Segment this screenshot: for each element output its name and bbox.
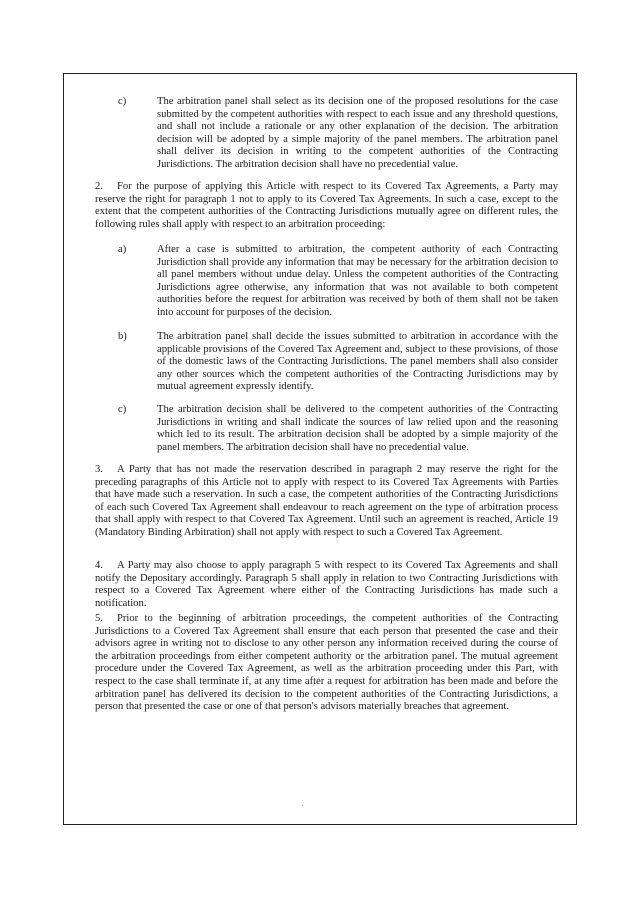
clause-text: The arbitration panel shall decide the issues submitted to arbitration in accordance with the applicable provisions of the Covered Tax Agreement and, subject to these provisions, of those of the domestic laws of the Contracting Jurisdictions. The panel members shall also consider any other sources which the competent authorities of the Contracting Jurisdictions may by mutual agreement expressly identify. (157, 331, 558, 393)
paragraph-4 (95, 560, 558, 610)
clause-c-second (118, 404, 558, 454)
clause-label: b) (118, 331, 127, 342)
paragraph-2 (95, 181, 558, 231)
paragraph-text: A Party may also choose to apply paragraph 5 with respect to its Covered Tax Agreements and shall notify the Depositary accordingly. Paragraph 5 shall apply in relation to two Contracting Jurisdictions with respect to a Covered Tax Agreement where either of the Contracting Jurisdictions has made such a notification. (95, 560, 558, 609)
paragraph-text: Prior to the beginning of arbitration proceedings, the competent authorities of the Contracting Jurisdictions to a Covered Tax Agreement shall ensure that each person that presented the case and their advisors agree in writing not to disclose to any other person any information received during the course of the arbitration proceedings from either competent authority or the arbitration panel. The mutual agreement procedure under the Covered Tax Agreement, as well as the arbitration proceeding under this Part, with respect to the case shall terminate if, at any time after a request for arbitration has been made and before the arbitration panel has delivered its decision to the competent authorities of the Contracting Jurisdictions, a person that presented the case or one of that person's advisors materially breaches that agreement. (95, 613, 558, 713)
scan-speck (302, 805, 303, 806)
clause-label: a) (118, 244, 127, 255)
paragraph-number: 3. (95, 464, 103, 475)
paragraph-number: 5. (95, 613, 103, 624)
paragraph-3 (95, 464, 558, 540)
clause-text: After a case is submitted to arbitration, the competent authority of each Contracting Jurisdiction shall provide any information that may be necessary for the arbitration decision to all panel members without undue delay. Unless the competent authorities of the Contracting Jurisdictions agree otherwise, any information that was not available to both competent authorities before the request for arbitration was received by both of them shall not be taken into account for purposes of the decision. (157, 244, 558, 318)
paragraph-5 (95, 613, 558, 714)
clause-text: The arbitration decision shall be delivered to the competent authorities of the Contracting Jurisdictions in writing and shall indicate the sources of law relied upon and the reasoning which led to its result. The arbitration decision shall be adopted by a simple majority of the panel members. The arbitration decision shall have no precedential value. (157, 404, 558, 453)
paragraph-number: 2. (95, 181, 103, 192)
paragraph-text: A Party that has not made the reservation described in paragraph 2 may reserve the right for the preceding paragraphs of this Article not to apply with respect to its Covered Tax Agreements with Parties that have made such a reservation. In such a case, the competent authorities of the Contracting Jurisdictions of each such Covered Tax Agreement shall endeavour to reach agreement on the type of arbitration process that shall apply with respect to that Covered Tax Agreement. Until such an agreement is reached, Article 19 (Mandatory Binding Arbitration) shall not apply with respect to such a Covered Tax Agreement. (95, 464, 558, 538)
paragraph-text: For the purpose of applying this Article with respect to its Covered Tax Agreements, a Party may reserve the right for paragraph 1 not to apply to its Covered Tax Agreements. In such a case, except to the extent that the competent authorities of the Contracting Jurisdictions mutually agree on different rules, the following rules shall apply with respect to an arbitration proceeding: (95, 181, 558, 230)
clause-text: The arbitration panel shall select as its decision one of the proposed resolutions for the case submitted by the competent authorities with respect to each issue and any threshold questions, and shall not include a rationale or any other explanation of the decision. The arbitration decision will be adopted by a simple majority of the panel members. The arbitration panel shall deliver its decision in writing to the competent authorities of the Contracting Jurisdictions. The arbitration decision shall have no precedential value. (157, 96, 558, 170)
clause-a (118, 244, 558, 320)
paragraph-number: 4. (95, 560, 103, 571)
clause-label: c) (118, 96, 127, 107)
clause-b (118, 331, 558, 394)
clause-c-first (118, 96, 558, 172)
clause-label: c) (118, 404, 127, 415)
